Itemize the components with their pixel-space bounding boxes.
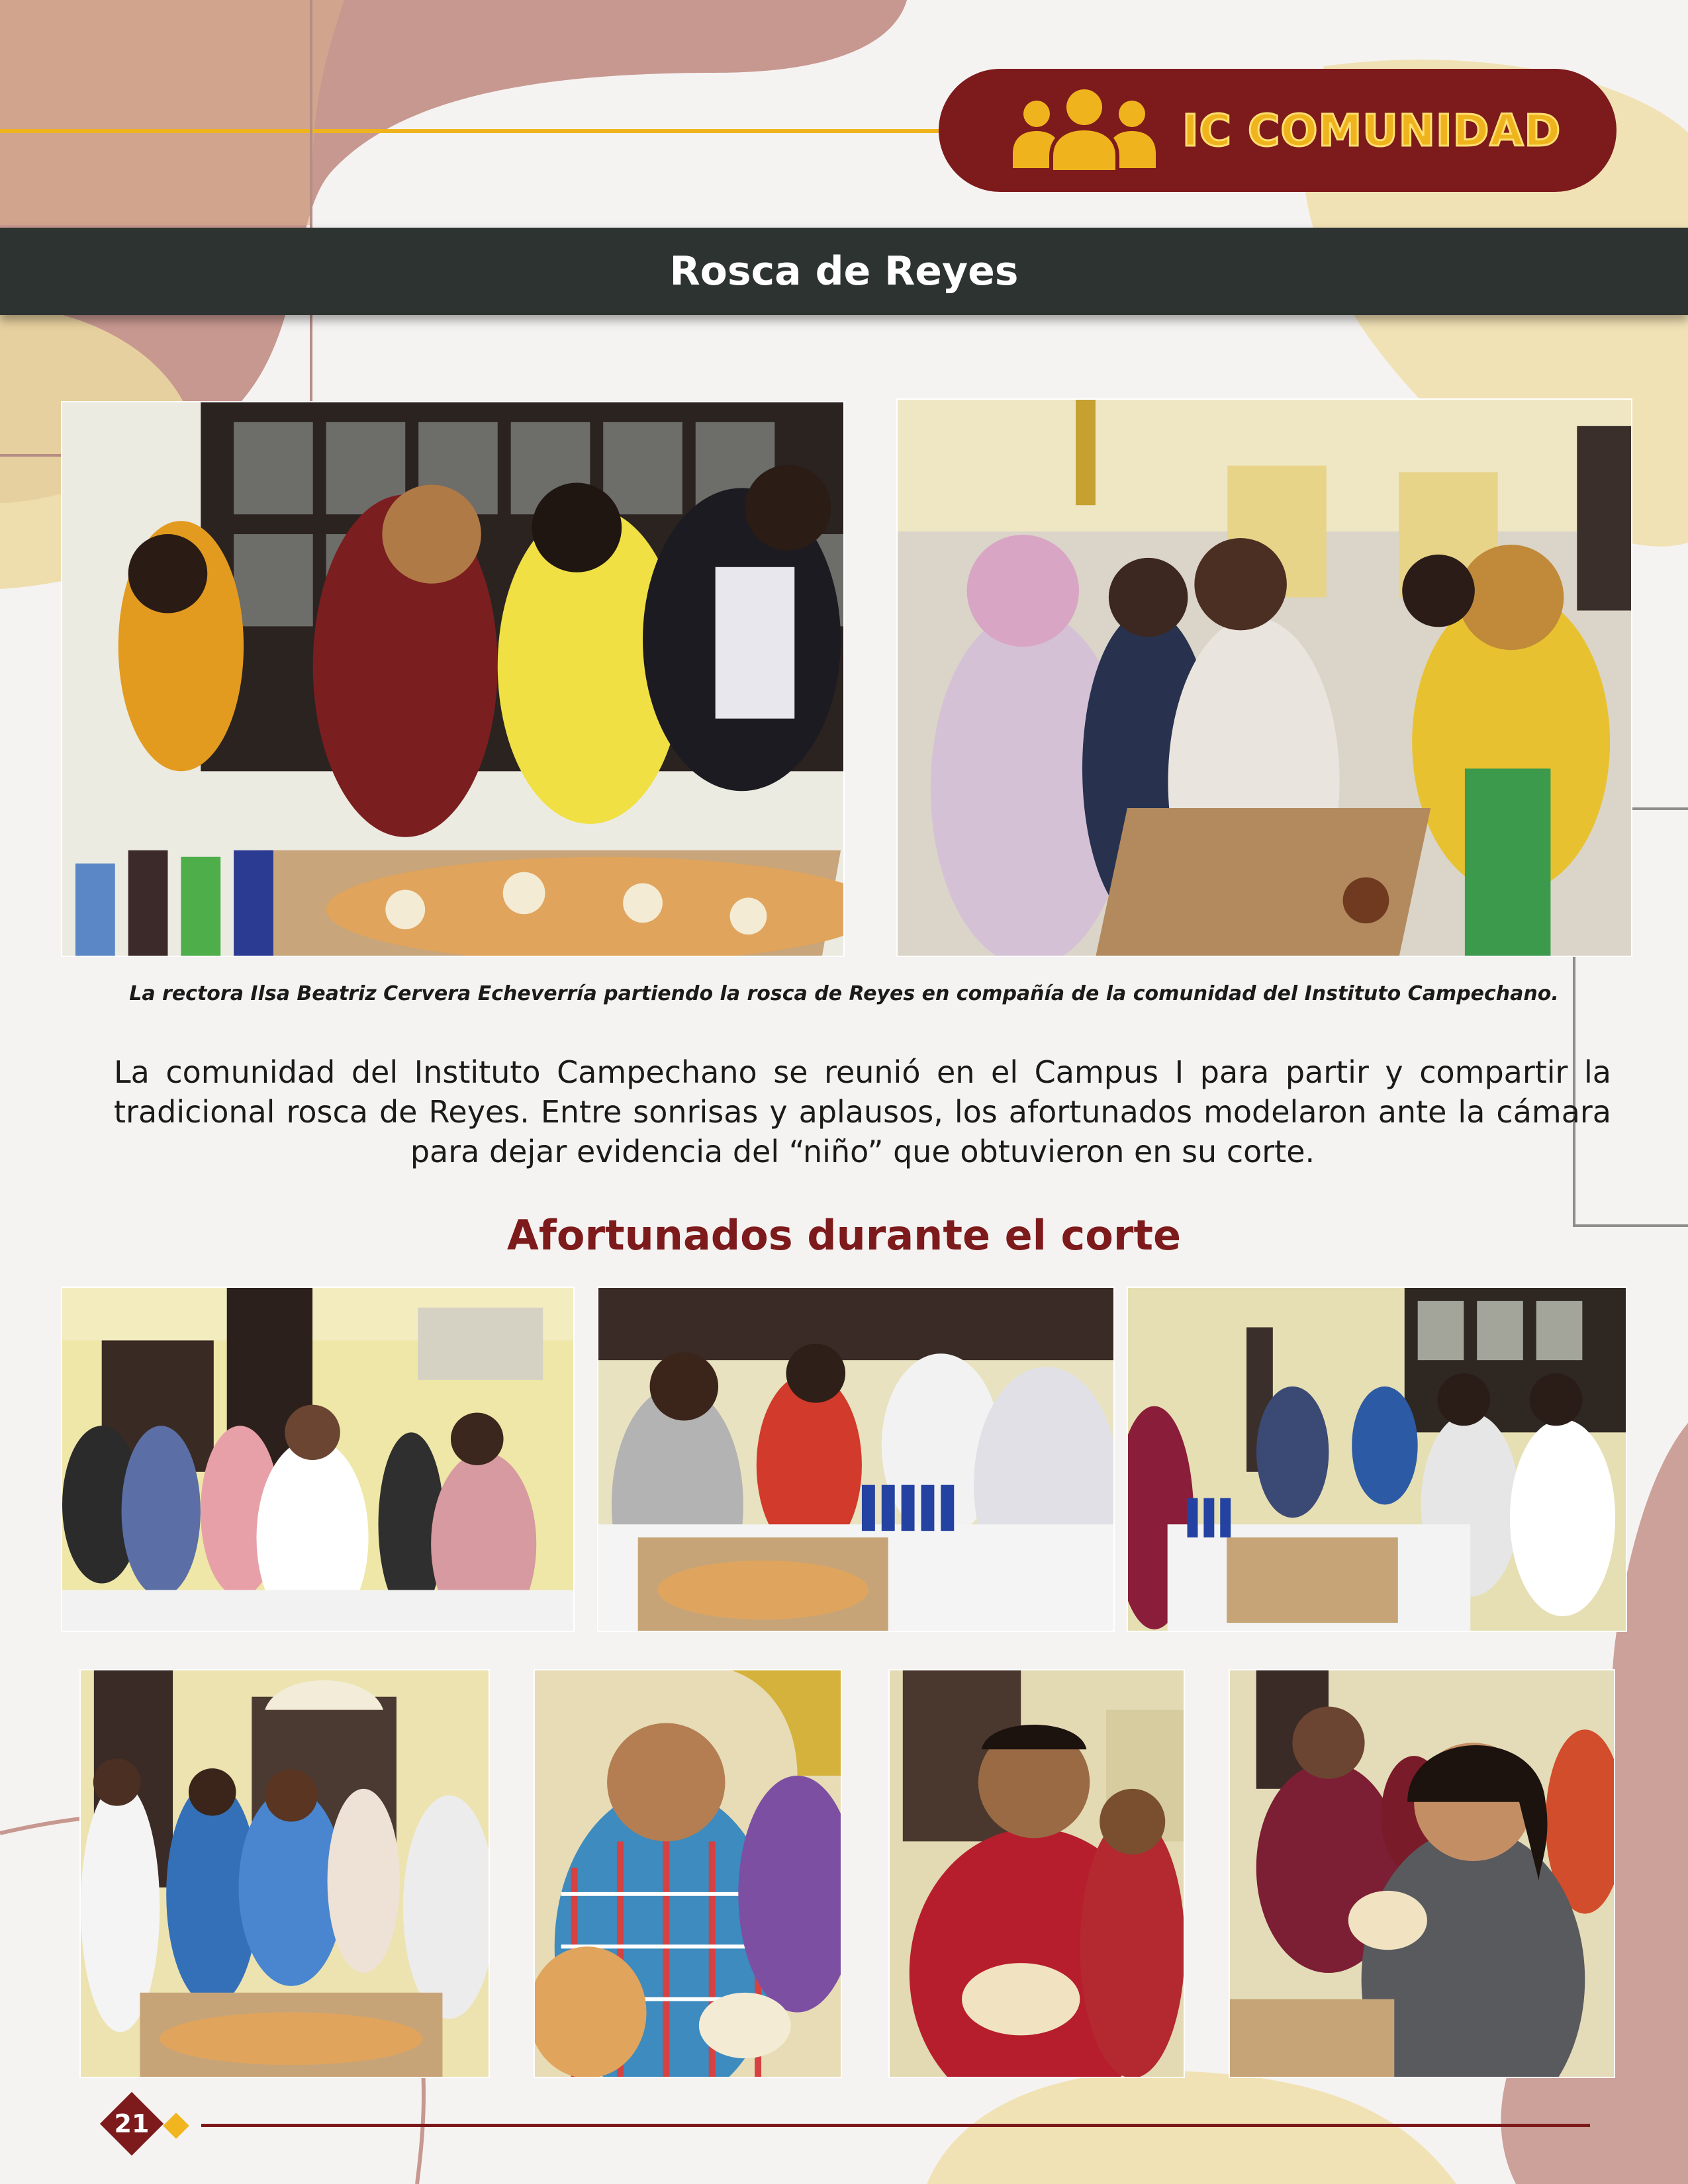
gallery-photo-4 [79,1669,490,2078]
section-badge [939,69,1617,192]
top-left-sand-blob [0,0,344,225]
bottom-cream-blob [927,2071,1456,2184]
title-bar [0,228,1688,315]
people-group-icon [1005,87,1164,173]
footer-rule [201,2124,1590,2127]
gallery-photo-2 [597,1287,1115,1632]
section-label: IC COMUNIDAD [1182,105,1562,156]
photo-community-group [896,398,1632,957]
gallery-photo-3 [1127,1287,1627,1632]
gallery-heading: Afortunados durante el corte [506,1211,1182,1259]
gallery-photo-5 [534,1669,842,2078]
page-number-badge [101,2093,163,2155]
body-paragraph: La comunidad del Instituto Campechano se reunió en el Campus I para partir y compartir la tradicional rosca de Reyes. Entre sonrisas y aplausos, los afortunados modelaron ante la cámara para dejar evidencia del “niño” que obtuvieron en su corte. [114,1054,1611,1169]
photo-rector-cutting-rosca [61,401,845,957]
page-title: Rosca de Reyes [669,248,1019,295]
page-number: 21 [114,2109,150,2138]
gallery-photo-7 [1229,1669,1615,2078]
photo-caption: La rectora Ilsa Beatriz Cervera Echeverría partiendo la rosca de Reyes en compañía de la comunidad del Instituto Campechano. [129,982,1559,1005]
gallery-photo-1 [61,1287,575,1632]
gallery-photo-6 [888,1669,1185,2078]
